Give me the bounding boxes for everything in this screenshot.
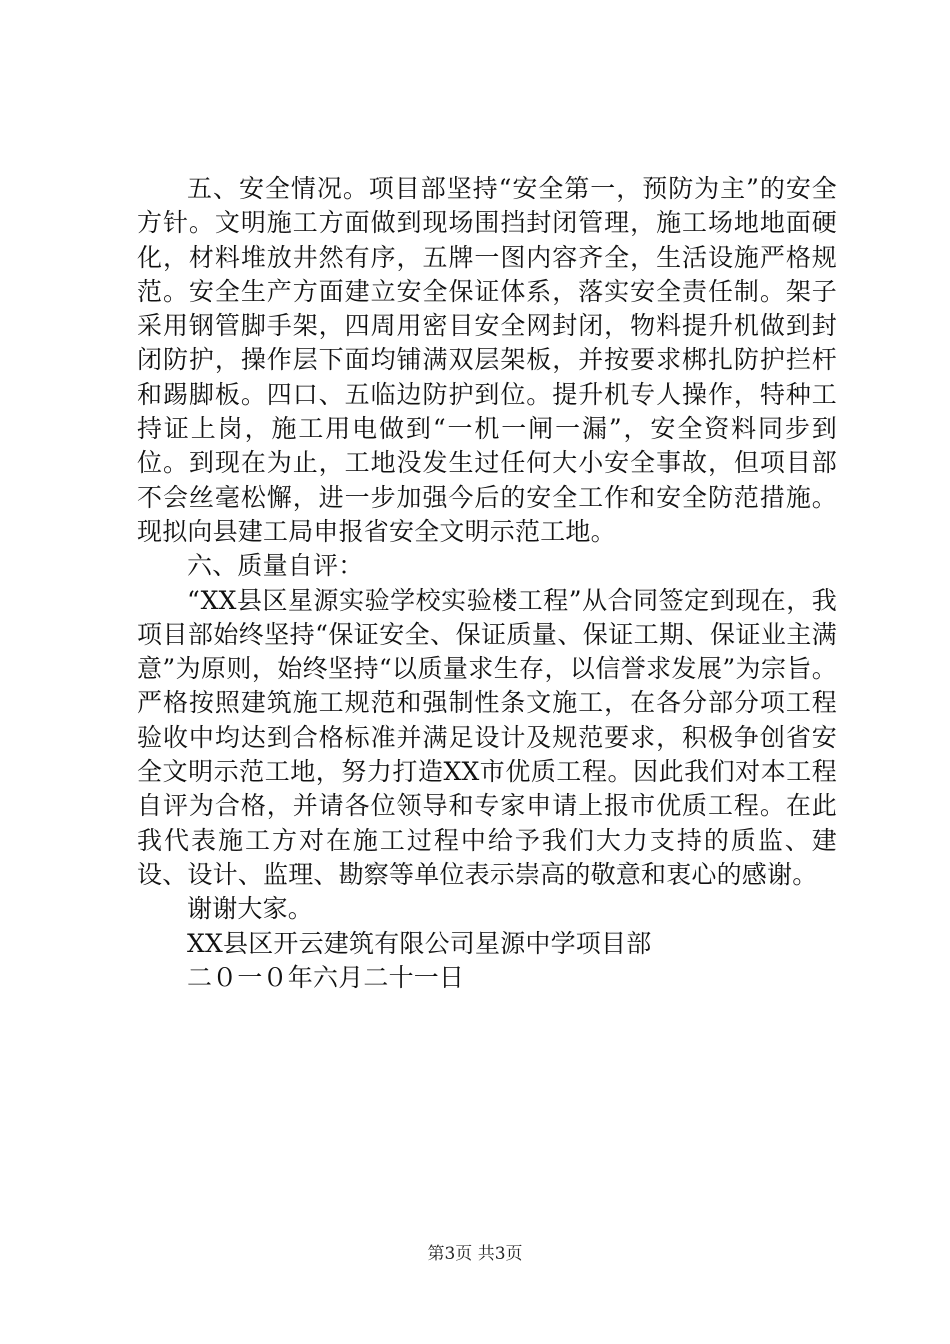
closing-thanks: 谢谢大家。 [187,894,314,924]
heading-quality-self-assessment: 六、质量自评： [187,551,364,581]
signature-date: 二０一０年六月二十一日 [187,962,465,992]
page-footer: 第3页 共3页 [427,1244,523,1264]
paragraph-quality: “XX县区星源实验学校实验楼工程”从合同签定到现在，我项目部始终坚持“保证安全、保证质量、保证工期、保证业主满意”为原则，始终坚持“以质量求生存，以信誉求发展”为宗旨。严格按照建筑施工规范和强制性条文施工，在各分部分项工程验收中均达到合格标准并满足设计及规范要求，积极争创省安全文明示范工地，努力打造XX市优质工程。因此我们对本工程自评为合格，并请各位领导和专家申请上报市优质工程。在此我代表施工方对在施工过程中给予我们大力支持的质监、建设、设计、监理、勘察等单位表示崇高的敬意和衷心的感谢。 [137,585,837,889]
signature-organization: XX县区开云建筑有限公司星源中学项目部 [187,928,652,958]
paragraph-safety: 五、安全情况。项目部坚持“安全第一，预防为主”的安全方针。文明施工方面做到现场围挡封闭管理，施工场地地面硬化，材料堆放井然有序，五牌一图内容齐全，生活设施严格规范。安全生产方面建立安全保证体系，落实安全责任制。架子采用钢管脚手架，四周用密目安全网封闭，物料提升机做到封闭防护，操作层下面均铺满双层架板，并按要求梆扎防护拦杆和踢脚板。四口、五临边防护到位。提升机专人操作，特种工持证上岗，施工用电做到“一机一闸一漏”，安全资料同步到位。到现在为止，工地没发生过任何大小安全事故，但项目部不会丝毫松懈，进一步加强今后的安全工作和安全防范措施。现拟向县建工局申报省安全文明示范工地。 [137,174,837,546]
document-body [137,172,837,995]
